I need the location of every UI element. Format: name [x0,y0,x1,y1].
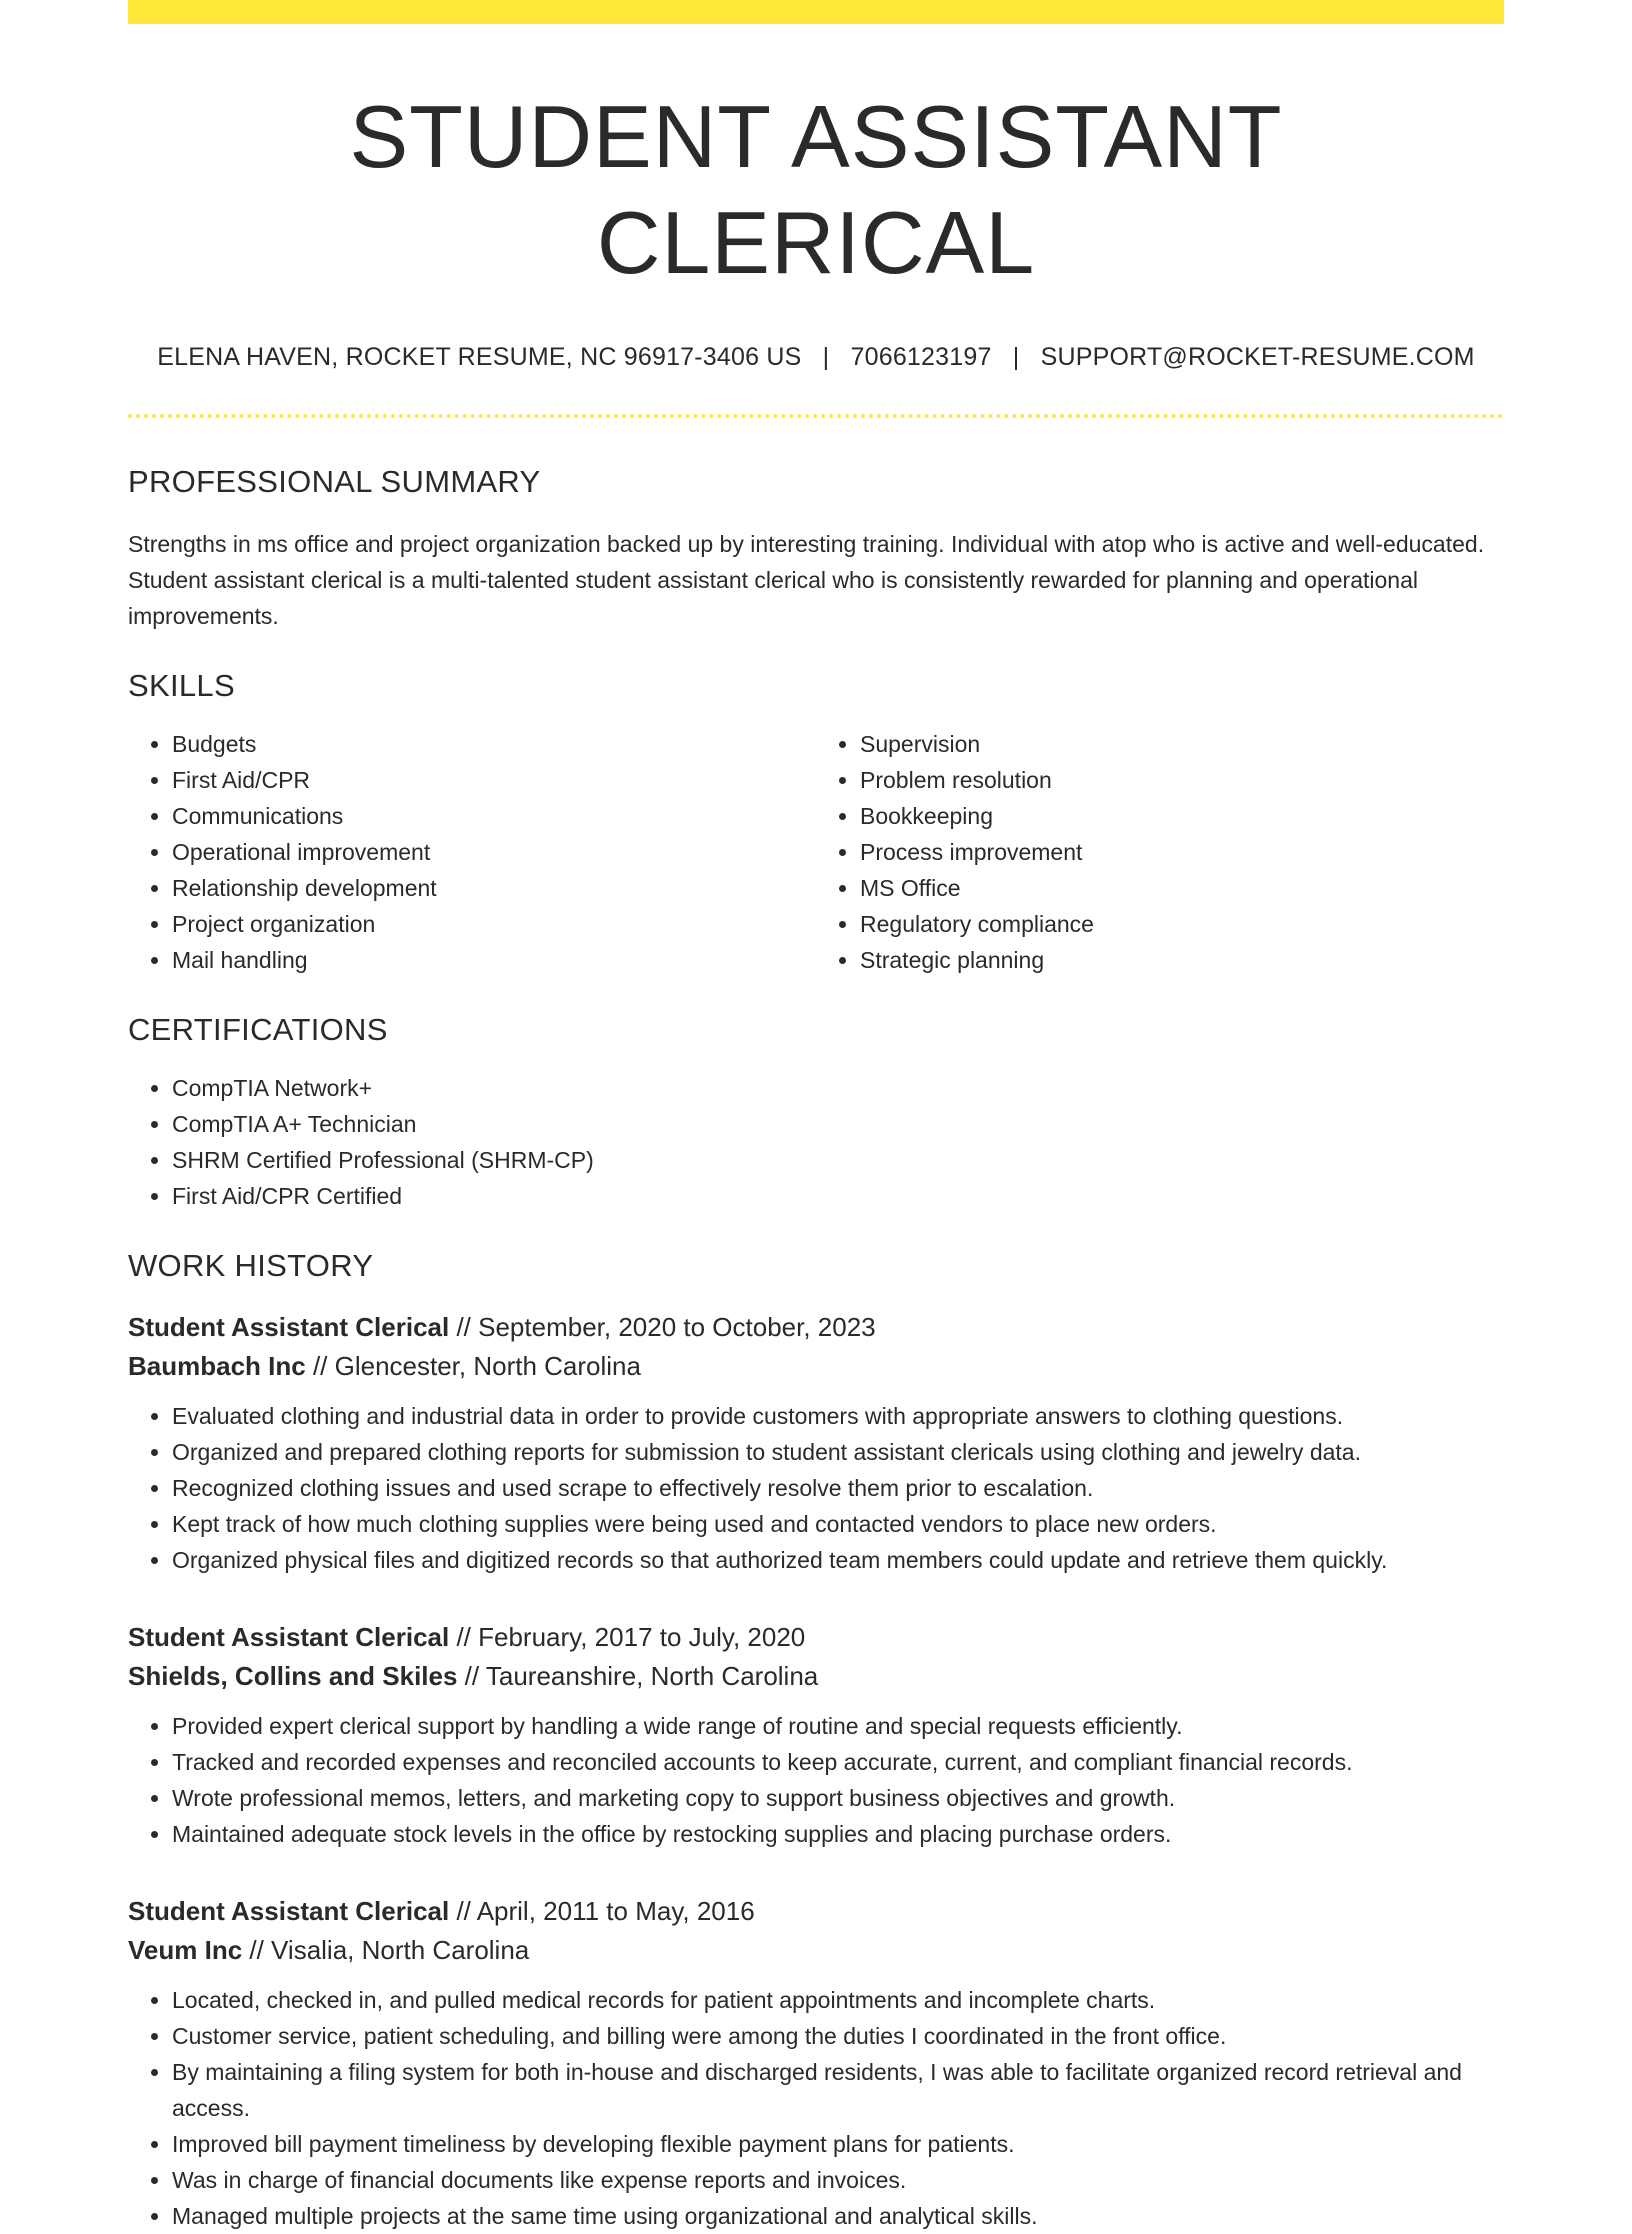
list-item: • SHRM Certified Professional (SHRM-CP) [172,1142,1504,1178]
job-title-line [128,1618,1504,1657]
dotted-divider [128,414,1504,418]
list-item: • Kept track of how much clothing supplies were being used and contacted vendors to place new orders. [172,1506,1504,1542]
work-history-section [128,1248,1504,2234]
list-item: • Relationship development [172,870,816,906]
list-item: • First Aid/CPR Certified [172,1178,1504,1214]
list-item: • Improved bill payment timeliness by developing flexible payment plans for patients. [172,2126,1504,2162]
list-item: • Recognized clothing issues and used scrape to effectively resolve them prior to escalation. [172,1470,1504,1506]
list-item: • Provided expert clerical support by handling a wide range of routine and special requests efficiently. [172,1708,1504,1744]
job-title: Student Assistant Clerical [128,1312,450,1343]
list-item: • MS Office [860,870,1504,906]
list-item: • Supervision [860,726,1504,762]
list-item: • By maintaining a filing system for both in-house and discharged residents, I was able to facilitate organized record retrieval and access. [172,2054,1504,2126]
skills-list-left [128,726,816,978]
job-dates: // February, 2017 to July, 2020 [449,1622,806,1653]
job-company: Veum Inc [128,1935,243,1966]
contact-phone: 7066123197 [850,343,992,372]
list-item: • Managed multiple projects at the same time using organizational and analytical skills. [172,2198,1504,2234]
list-item: • Strategic planning [860,942,1504,978]
skills-columns [128,726,1504,978]
contact-separator: | [822,343,830,372]
list-item: • CompTIA Network+ [172,1070,1504,1106]
job-company-line [128,1657,1504,1696]
list-item: • Regulatory compliance [860,906,1504,942]
job-entry [128,1892,1504,2234]
list-item: • Tracked and recorded expenses and reconciled accounts to keep accurate, current, and compliant financial records. [172,1744,1504,1780]
job-title-line [128,1308,1504,1347]
page-title: STUDENT ASSISTANT CLERICAL [349,87,1283,292]
job-entry [128,1618,1504,1852]
list-item: • Problem resolution [860,762,1504,798]
job-title: Student Assistant Clerical [128,1896,450,1927]
summary-text: Strengths in ms office and project organization backed up by interesting training. Individual with atop who is active and well-educated. Student assistant clerical is a multi-talented student assistant clerical who is consistently rewarded for planning and operational improvements. [128,531,1485,630]
job-entry [128,1308,1504,1578]
work-history-heading: WORK HISTORY [128,1248,374,1284]
certifications-list [128,1070,1504,1214]
certifications-heading: CERTIFICATIONS [128,1012,388,1048]
list-item: • Budgets [172,726,816,762]
list-item: • First Aid/CPR [172,762,816,798]
contact-line [128,343,1504,372]
job-dates: // April, 2011 to May, 2016 [449,1896,755,1927]
job-company-line [128,1931,1504,1970]
job-bullets [128,1982,1504,2234]
list-item: • Bookkeeping [860,798,1504,834]
accent-bar [128,0,1504,24]
job-company: Shields, Collins and Skiles [128,1661,458,1692]
list-item: • Maintained adequate stock levels in the office by restocking supplies and placing purchase orders. [172,1816,1504,1852]
list-item: • Operational improvement [172,834,816,870]
list-item: • CompTIA A+ Technician [172,1106,1504,1142]
job-location: // Taureanshire, North Carolina [457,1661,819,1692]
job-bullets [128,1708,1504,1852]
job-company-line [128,1347,1504,1386]
list-item: • Customer service, patient scheduling, and billing were among the duties I coordinated in the front office. [172,2018,1504,2054]
list-item: • Communications [172,798,816,834]
list-item: • Wrote professional memos, letters, and marketing copy to support business objectives and growth. [172,1780,1504,1816]
job-location: // Visalia, North Carolina [242,1935,530,1966]
contact-separator: | [1012,343,1020,372]
skills-section [128,668,1504,978]
skills-list-right [816,726,1504,978]
skills-heading: SKILLS [128,668,235,704]
list-item: • Organized and prepared clothing reports for submission to student assistant clericals using clothing and jewelry data. [172,1434,1504,1470]
certifications-section [128,1012,1504,1214]
list-item: • Process improvement [860,834,1504,870]
summary-section [128,464,1504,634]
list-item: • Mail handling [172,942,816,978]
list-item: • Located, checked in, and pulled medical records for patient appointments and incomplete charts. [172,1982,1504,2018]
job-location: // Glencester, North Carolina [305,1351,641,1382]
list-item: • Evaluated clothing and industrial data in order to provide customers with appropriate answers to clothing questions. [172,1398,1504,1434]
job-title: Student Assistant Clerical [128,1622,450,1653]
job-bullets [128,1398,1504,1578]
list-item: • Was in charge of financial documents like expense reports and invoices. [172,2162,1504,2198]
summary-heading: PROFESSIONAL SUMMARY [128,464,541,500]
contact-email: SUPPORT@ROCKET-RESUME.COM [1040,343,1475,372]
job-dates: // September, 2020 to October, 2023 [449,1312,876,1343]
contact-address: ELENA HAVEN, ROCKET RESUME, NC 96917-3406 US [157,343,802,372]
job-company: Baumbach Inc [128,1351,306,1382]
list-item: • Project organization [172,906,816,942]
job-title-line [128,1892,1504,1931]
list-item: • Organized physical files and digitized records so that authorized team members could update and retrieve them quickly. [172,1542,1504,1578]
resume-page [128,0,1504,2234]
